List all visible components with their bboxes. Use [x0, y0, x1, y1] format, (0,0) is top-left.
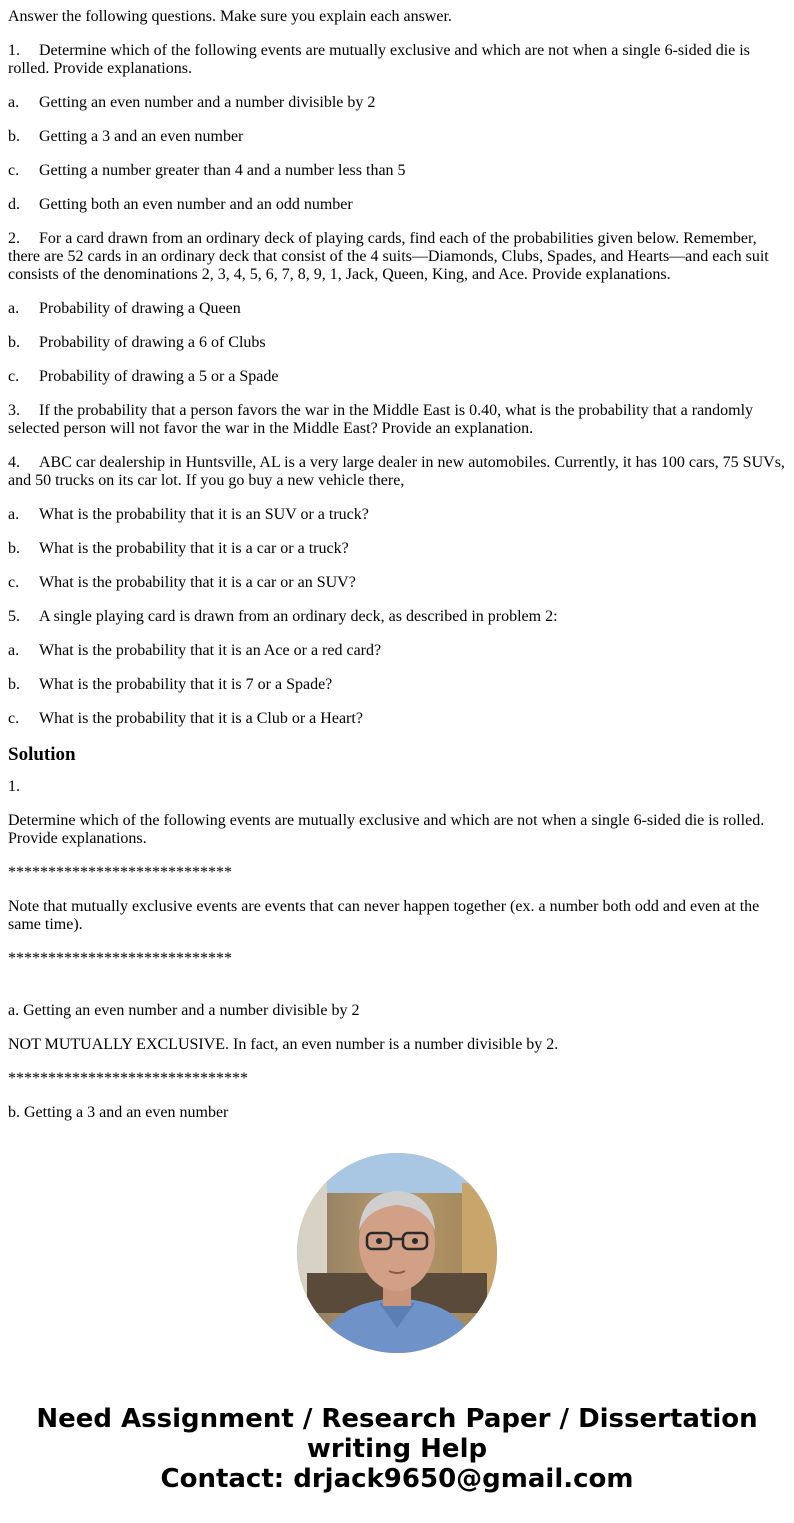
contact-line: Contact: drjack9650@gmail.com [160, 1464, 634, 1494]
question-text: If the probability that a person favors the war in the Middle East is 0.40, what is the probability that a randomly selected person will not favor the war in the Middle East? Provide an explanation. [8, 402, 754, 437]
question-text: A single playing card is drawn from an ordinary deck, as described in problem 2: [39, 608, 558, 625]
question-4-item-c: c. What is the probability that it is a car or an SUV? [8, 574, 356, 591]
question-4-item-a: a. What is the probability that it is an SUV or a truck? [8, 506, 369, 523]
solution-line: Determine which of the following events are mutually exclusive and which are not when a single 6-sided die is rolled. Provide explanations. [8, 812, 765, 847]
question-1 [8, 42, 788, 78]
solution-separator: **************************** [8, 864, 232, 881]
question-4 [8, 454, 788, 490]
question-2-item-c: c. Probability of drawing a 5 or a Spade [8, 368, 279, 385]
question-1-item-b: b. Getting a 3 and an even number [8, 128, 244, 145]
blank-line [8, 984, 788, 1002]
question-number: 3. [8, 402, 20, 419]
solution-line: a. Getting an even number and a number divisible by 2 [8, 1002, 360, 1019]
solution-line: 1. [8, 778, 20, 795]
intro-text: Answer the following questions. Make sure you explain each answer. [8, 8, 452, 25]
question-number: 2. [8, 230, 20, 247]
question-5-item-b: b. What is the probability that it is 7 or a Spade? [8, 676, 333, 693]
question-1-item-a: a. Getting an even number and a number divisible by 2 [8, 94, 376, 111]
promo-line: Need Assignment / Research Paper / Dissertation [36, 1404, 758, 1434]
question-number: 4. [8, 454, 20, 471]
question-5 [8, 608, 788, 626]
question-2-item-b: b. Probability of drawing a 6 of Clubs [8, 334, 266, 351]
question-5-item-a: a. What is the probability that it is an Ace or a red card? [8, 642, 382, 659]
person-portrait-icon [297, 1153, 497, 1353]
question-1-item-c: c. Getting a number greater than 4 and a number less than 5 [8, 162, 406, 179]
promo-footer [0, 1404, 794, 1494]
solution-line: Note that mutually exclusive events are events that can never happen together (ex. a number both odd and even at the same time). [8, 898, 760, 933]
question-text: ABC car dealership in Huntsville, AL is a very large dealer in new automobiles. Currently, it has 100 cars, 75 SUVs, and 50 trucks on its car lot. If you go buy a new vehicle there, [8, 454, 785, 489]
question-text: For a card drawn from an ordinary deck of playing cards, find each of the probabilities given below. Remember, there are 52 cards in an ordinary deck that consist of the 4 suits—Diamonds, Clubs, Spades, and Hearts—and each suit consists of the denominations 2, 3, 4, 5, 6, 7, 8, 9, 1, Jack, Queen, King, and Ace. Provide explanations. [8, 230, 769, 283]
question-text: Determine which of the following events are mutually exclusive and which are not when a single 6-sided die is rolled. Provide explanations. [8, 42, 750, 77]
solution-separator: ****************************** [8, 1070, 248, 1087]
question-number: 1. [8, 42, 20, 59]
question-number: 5. [8, 608, 20, 625]
solution-line: NOT MUTUALLY EXCLUSIVE. In fact, an even number is a number divisible by 2. [8, 1036, 559, 1053]
question-2-item-a: a. Probability of drawing a Queen [8, 300, 241, 317]
question-1-item-d: d. Getting both an even number and an odd number [8, 196, 353, 213]
question-3 [8, 402, 788, 438]
question-5-item-c: c. What is the probability that it is a Club or a Heart? [8, 710, 363, 727]
question-4-item-b: b. What is the probability that it is a car or a truck? [8, 540, 349, 557]
question-2 [8, 230, 788, 284]
solution-line: b. Getting a 3 and an even number [8, 1104, 229, 1121]
document-content [8, 0, 788, 1122]
solution-separator: **************************** [8, 950, 232, 967]
avatar [297, 1153, 497, 1353]
promo-line: writing Help [306, 1434, 488, 1464]
solution-heading: Solution [8, 744, 76, 765]
